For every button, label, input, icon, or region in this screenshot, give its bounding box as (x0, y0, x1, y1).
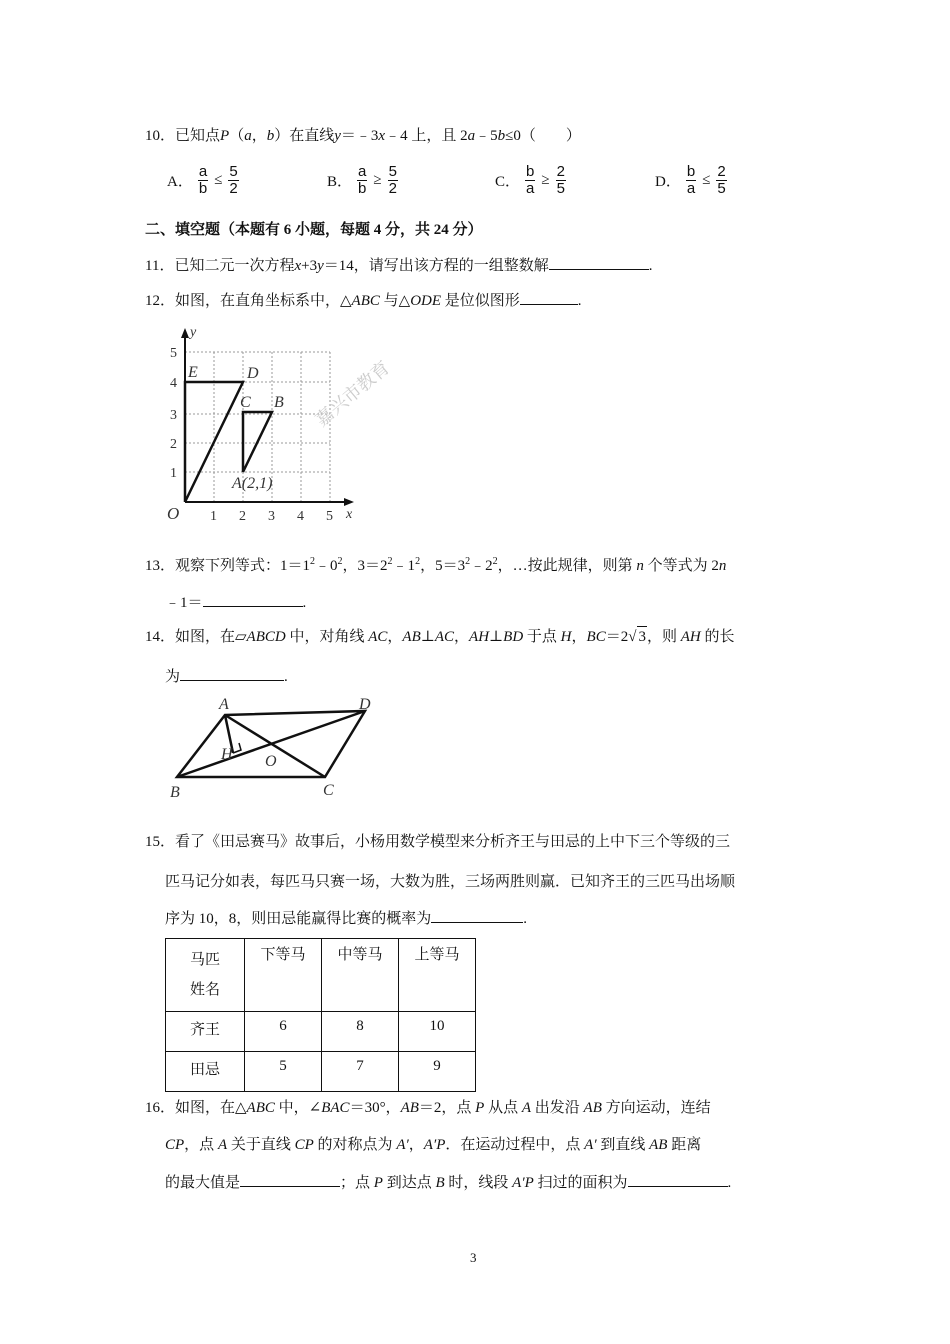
x-tick: 3 (268, 509, 275, 524)
table-cell: 9 (399, 1052, 476, 1092)
question-10-stem: 10．已知点P（a，b）在直线y＝﹣3x﹣4 上，且 2a﹣5b≤0（ ） (145, 128, 581, 144)
answer-blank[interactable] (549, 255, 649, 270)
y-tick: 3 (170, 408, 177, 423)
fraction: $\frac{b}{a}$ (526, 163, 535, 197)
point-a-label: A (219, 696, 229, 713)
point-d-label: D (247, 365, 259, 382)
question-15-line-1: 15．看了《田忌赛马》故事后，小杨用数学模型来分析齐王与田忌的上中下三个等级的三 (145, 834, 731, 850)
table-cell: 田忌 (166, 1052, 245, 1092)
table-cell: 6 (245, 1012, 322, 1052)
point-a-label: A(2,1) (232, 475, 273, 492)
triangle-abc (243, 412, 272, 472)
table-cell: 齐王 (166, 1012, 245, 1052)
header-cell: 上等马 (399, 939, 476, 1012)
fraction: $\frac{5}{2}$ (229, 163, 238, 197)
question-15-line-2: 匹马记分如表，每匹马只赛一场，大数为胜，三场两胜则赢．已知齐王的三匹马出场顺 (165, 874, 736, 890)
option-c[interactable]: C． $\frac{b}{a}$ ≥ $\frac{2}{5}$ (495, 163, 565, 197)
question-16-line-3: 的最大值是 ；点 P 到达点 B 时，线段 A′P 扫过的面积为 . (165, 1172, 731, 1193)
x-label: x (346, 507, 353, 522)
table-cell: 7 (322, 1052, 399, 1092)
table-cell: 10 (399, 1012, 476, 1052)
point-c-label: C (323, 782, 334, 799)
y-label: y (190, 325, 197, 340)
answer-blank[interactable] (431, 908, 523, 923)
question-13-line-2: ﹣1＝ . (165, 592, 306, 613)
point-d-label: D (359, 696, 371, 713)
answer-blank[interactable] (203, 592, 303, 607)
question-11: 11．已知二元一次方程x+3y＝14，请写出该方程的一组整数解 . (145, 255, 653, 276)
header-cell: 中等马 (322, 939, 399, 1012)
fraction: $\frac{a}{b}$ (358, 163, 367, 197)
fraction: $\frac{a}{b}$ (198, 163, 208, 197)
point-c-label: C (240, 394, 251, 411)
y-tick: 4 (170, 376, 177, 391)
watermark: 嘉兴市教育 (311, 357, 394, 431)
point-o-label: O (265, 753, 277, 770)
table-cell: 5 (245, 1052, 322, 1092)
answer-blank[interactable] (180, 666, 284, 681)
answer-blank[interactable] (240, 1172, 340, 1187)
table-cell: 8 (322, 1012, 399, 1052)
question-12: 12．如图，在直角坐标系中，△ABC 与△ODE 是位似图形 . (145, 290, 582, 311)
right-angle-mark (233, 743, 241, 753)
answer-blank[interactable] (520, 290, 578, 305)
page-number: 3 (470, 1250, 477, 1265)
point-b-label: B (170, 784, 180, 801)
sqrt-symbol: √ (628, 629, 637, 645)
x-tick: 2 (239, 509, 246, 524)
y-tick: 1 (170, 466, 177, 481)
option-d[interactable]: D． $\frac{b}{a}$ ≤ $\frac{2}{5}$ (655, 163, 726, 197)
point-h-label: H (221, 746, 233, 763)
question-14-line-2: 为 . (165, 666, 288, 687)
coordinate-figure (160, 322, 394, 527)
question-13-line-1: 13．观察下列等式：$1=1^2﹣0^2$，$3=2^2﹣1^2$，$5=3^2﹣2^2$，…按此规律，则第 n 个等式为 2n (145, 556, 727, 574)
point-e-label: E (188, 364, 198, 381)
question-16-line-1: 16．如图，在△ABC 中，∠BAC＝30°，AB＝2，点 P 从点 A 出发沿 AB 方向运动，连结 (145, 1100, 711, 1116)
table-row (166, 1052, 476, 1092)
fraction: $\frac{2}{5}$ (556, 163, 565, 197)
origin-label: O (167, 504, 180, 523)
y-tick: 5 (170, 346, 177, 361)
table-row (166, 1012, 476, 1052)
fraction: $\frac{2}{5}$ (717, 163, 726, 197)
fraction: $\frac{b}{a}$ (686, 163, 696, 197)
x-arrow (344, 498, 354, 506)
y-tick: 2 (170, 437, 177, 452)
section-heading: 二、填空题（本题有 6 小题，每题 4 分，共 24 分） (145, 222, 483, 238)
header-corner-cell: 马匹 姓名 (166, 939, 245, 1012)
option-b[interactable]: B． $\frac{a}{b}$ ≥ $\frac{5}{2}$ (327, 163, 397, 197)
x-tick: 1 (210, 509, 217, 524)
x-tick: 5 (326, 509, 333, 524)
header-cell: 下等马 (245, 939, 322, 1012)
question-15-line-3: 序为 10，8，则田忌能赢得比赛的概率为 . (165, 908, 527, 929)
point-b-label: B (274, 394, 284, 411)
fraction: $\frac{5}{2}$ (388, 163, 397, 197)
y-arrow (181, 328, 189, 338)
answer-blank[interactable] (628, 1172, 728, 1187)
option-a[interactable]: A． $\frac{a}{b}$ ≤ $\frac{5}{2}$ (167, 163, 238, 197)
horse-score-table (165, 938, 476, 1092)
question-14-line-1: 14．如图，在▱ABCD 中，对角线 AC，AB⊥AC，AH⊥BD 于点 H，BC＝2√ 3，则 AH 的长 (145, 626, 734, 647)
x-tick: 4 (297, 509, 304, 524)
table-header-row (166, 939, 476, 1012)
question-16-line-2: CP，点 A 关于直线 CP 的对称点为 A′，A′P．在运动过程中，点 A′ 到直线 AB 距离 (165, 1137, 702, 1153)
parallelogram-figure (165, 693, 390, 803)
